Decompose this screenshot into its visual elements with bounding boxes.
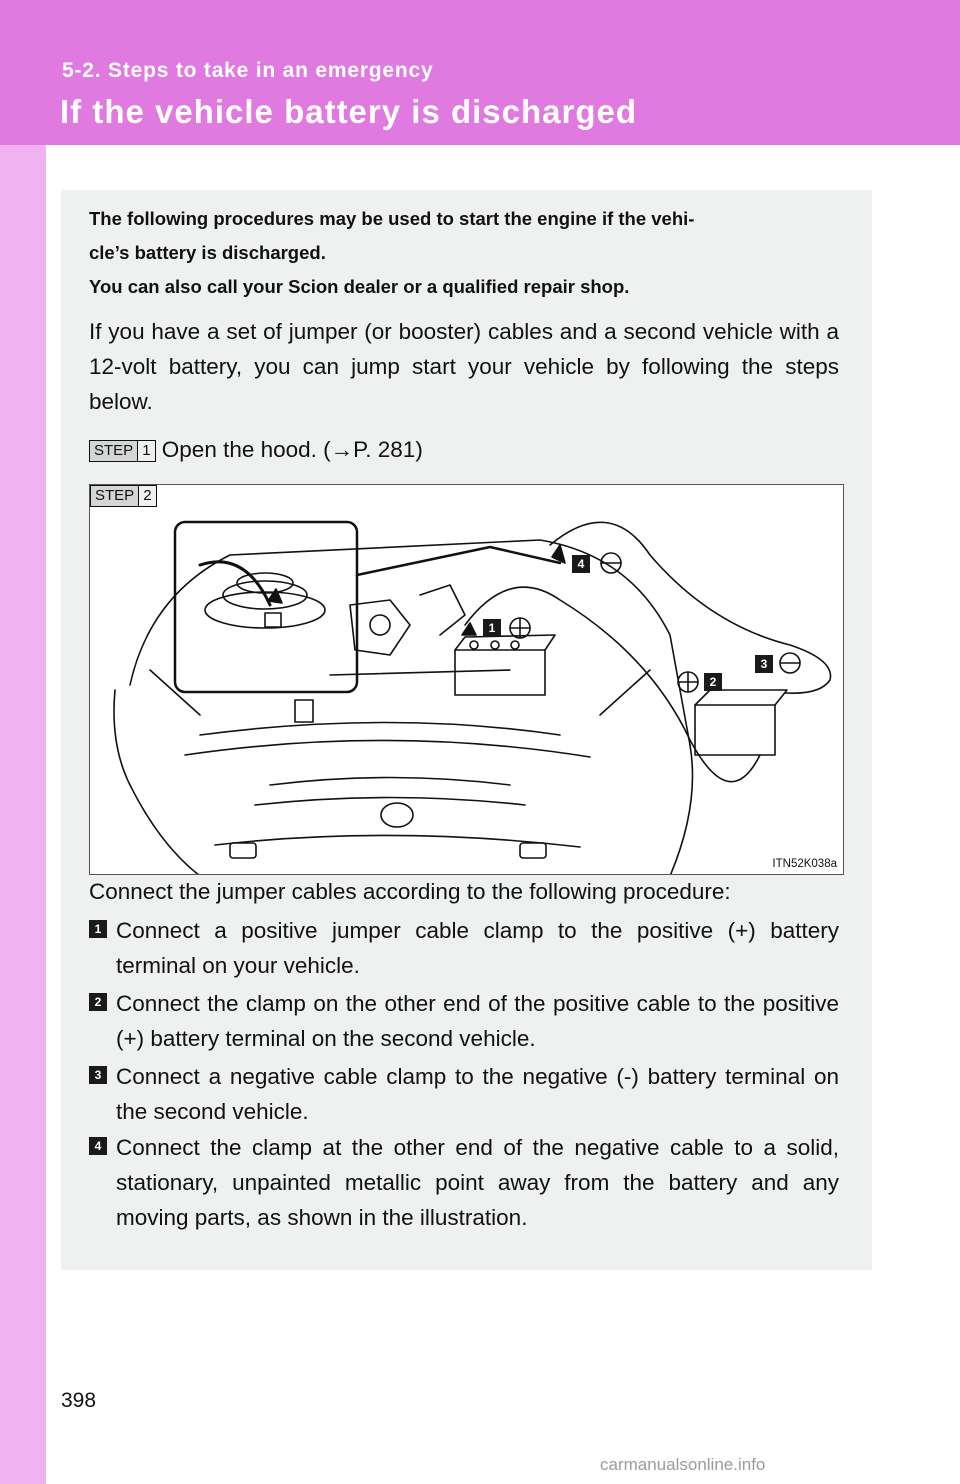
callout-2: 2: [704, 673, 722, 691]
intro-paragraph: If you have a set of jumper (or booster) cables and a second vehicle with a 12-volt battery, you can jump start your vehicle by following the steps below.: [89, 319, 839, 414]
item-text: Connect a positive jumper cable clamp to the positive (+) battery terminal on your vehicle.: [116, 918, 839, 978]
item-text: Connect a negative cable clamp to the negative (-) battery terminal on the second vehicle.: [116, 1064, 839, 1124]
step-word: STEP: [91, 486, 139, 506]
procedure-item-1: [89, 913, 839, 983]
item-text: Connect the clamp at the other end of the negative cable to a solid, stationary, unpainted metallic point away from the battery and any moving parts, as shown in the illustration.: [116, 1135, 839, 1230]
step-1-text: Open the hood. (→P. 281): [161, 437, 423, 462]
figure-code: ITN52K038a: [772, 858, 837, 870]
callout-1: 1: [483, 619, 501, 637]
second-battery: [695, 705, 775, 755]
step-1-tag: [89, 440, 156, 462]
procedure-item-3: [89, 1059, 839, 1129]
step-word: STEP: [90, 441, 138, 461]
procedure-item-2: [89, 986, 839, 1056]
side-strip: [0, 0, 46, 1484]
item-badge: 3: [89, 1066, 107, 1084]
negative-cable: [550, 522, 831, 693]
front-bumper: [200, 723, 560, 736]
body-outline: [114, 690, 200, 875]
callout-3: 3: [755, 655, 773, 673]
watermark: carmanualsonline.info: [600, 1455, 766, 1474]
vehicle-engine-drawing: [90, 485, 844, 875]
step-number: 2: [139, 486, 155, 506]
item-badge: 4: [89, 1137, 107, 1155]
item-text: Connect the clamp on the other end of the positive cable to the positive (+) battery terminal on the second vehicle.: [116, 991, 839, 1051]
intro-line-1: The following procedures may be used to start the engine if the vehi-: [89, 208, 695, 229]
step-number: 1: [138, 441, 154, 461]
item-badge: 2: [89, 993, 107, 1011]
section-header: [0, 0, 960, 145]
procedure-item-4: [89, 1130, 839, 1235]
vehicle-battery: [455, 650, 545, 695]
page-number: 398: [61, 1389, 97, 1412]
step-1: [89, 432, 423, 467]
lower-bumper: [215, 835, 580, 847]
jump-start-illustration: [89, 484, 844, 875]
section-label: 5-2. Steps to take in an emergency: [62, 59, 434, 82]
ground-point-inset: [175, 522, 357, 692]
grille: [270, 778, 510, 786]
emblem: [381, 803, 413, 827]
item-badge: 1: [89, 920, 107, 938]
intro-line-2: cle’s battery is discharged.: [89, 242, 326, 263]
page-title: If the vehicle battery is discharged: [60, 93, 638, 130]
intro-text: [89, 202, 839, 304]
callout-4: 4: [572, 555, 590, 573]
connect-intro: Connect the jumper cables according to the following procedure:: [89, 879, 731, 904]
intro-line-3: You can also call your Scion dealer or a qualified repair shop.: [89, 276, 630, 297]
